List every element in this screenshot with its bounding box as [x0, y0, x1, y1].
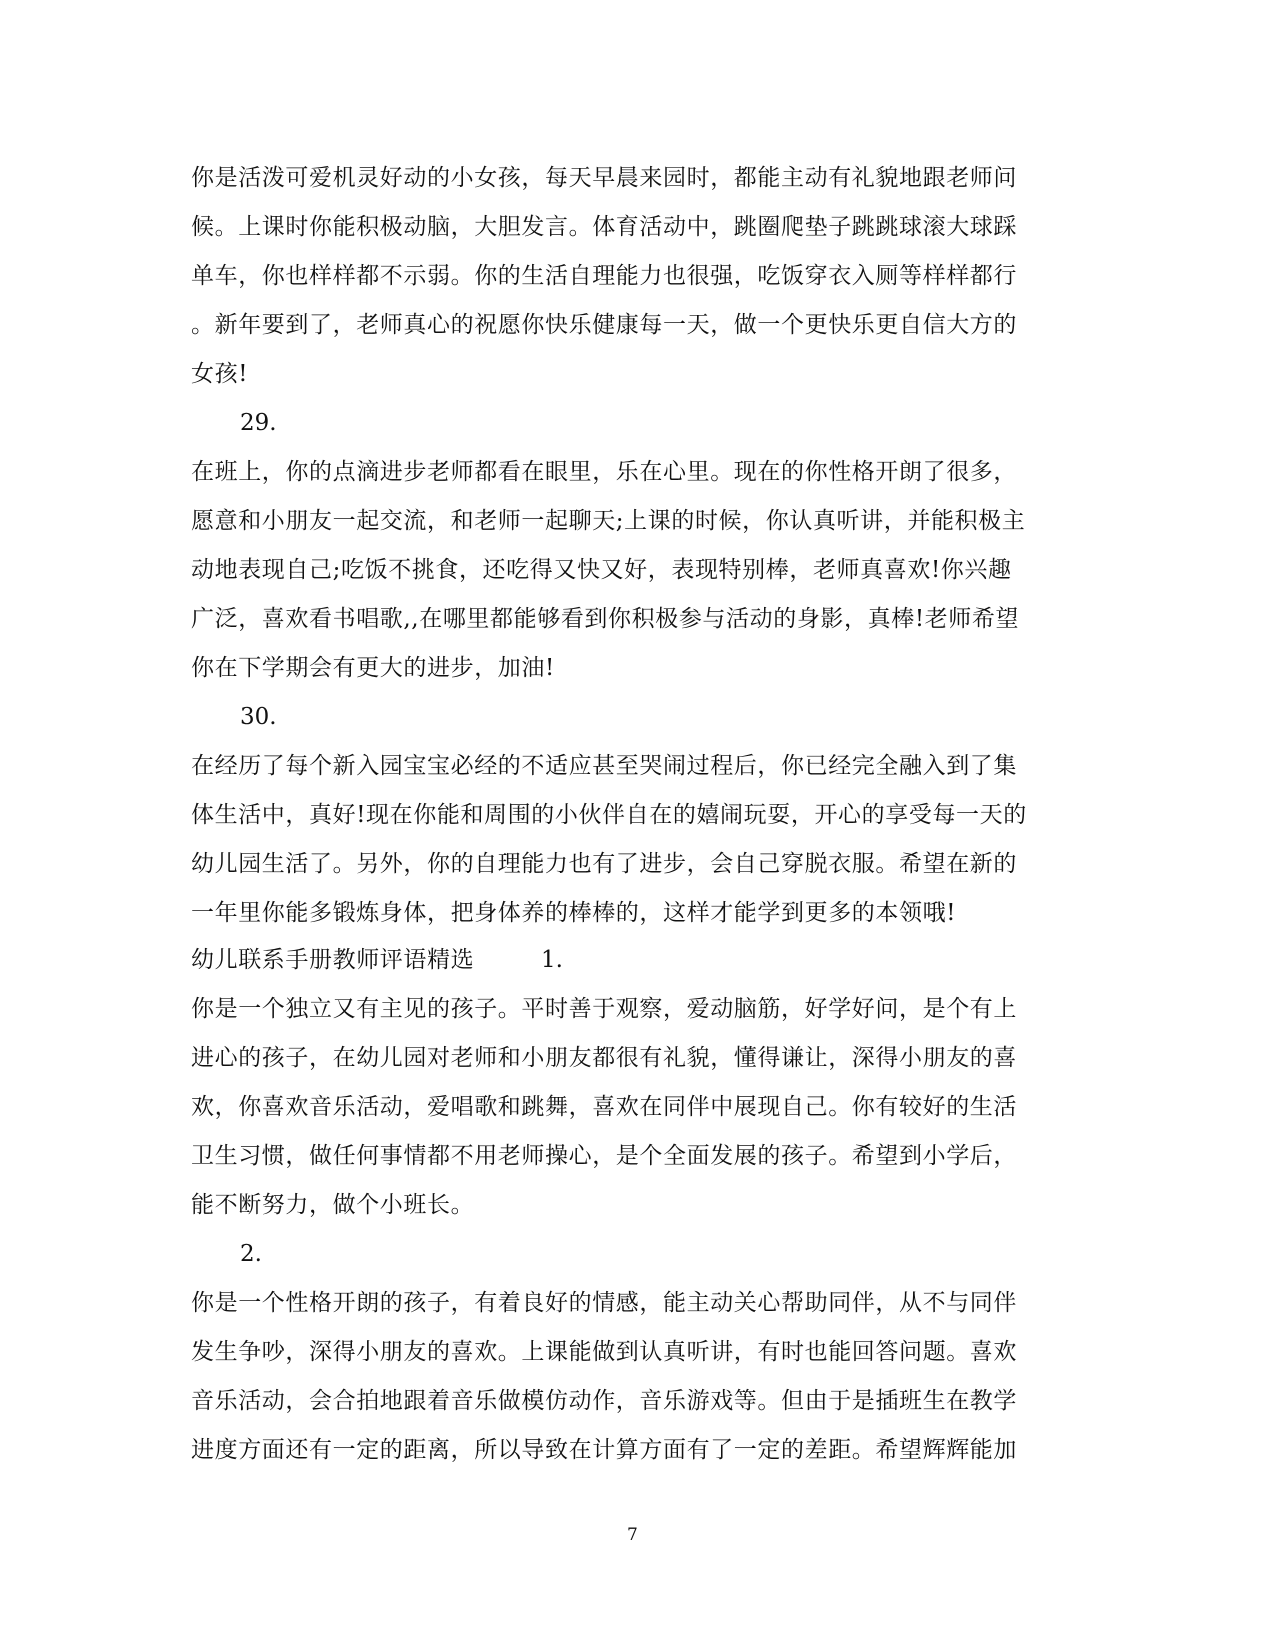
item-number: 29. — [240, 410, 277, 436]
paragraph-line: 体生活中，真好!现在你能和周围的小伙伴自在的嬉闹玩耍，开心的享受每一天的 — [191, 802, 1027, 828]
item-number: 2. — [240, 1241, 262, 1267]
paragraph-line: 能不断努力，做个小班长。 — [191, 1192, 475, 1218]
paragraph-line: 你是一个独立又有主见的孩子。平时善于观察，爱动脑筋，好学好问，是个有上 — [191, 996, 1017, 1022]
item-number: 30. — [240, 704, 277, 730]
paragraph-line: 发生争吵，深得小朋友的喜欢。上课能做到认真听讲，有时也能回答问题。喜欢 — [191, 1339, 1017, 1365]
paragraph-line: 幼儿园生活了。另外，你的自理能力也有了进步，会自己穿脱衣服。希望在新的 — [191, 851, 1017, 877]
paragraph-line: 你在下学期会有更大的进步，加油! — [191, 655, 555, 681]
paragraph-line: 广泛，喜欢看书唱歌,,在哪里都能够看到你积极参与活动的身影，真棒!老师希望 — [191, 606, 1020, 632]
paragraph-line: 你是一个性格开朗的孩子，有着良好的情感，能主动关心帮助同伴，从不与同伴 — [191, 1290, 1017, 1316]
paragraph-line: 进度方面还有一定的距离，所以导致在计算方面有了一定的差距。希望辉辉能加 — [191, 1437, 1017, 1463]
paragraph-line: 在经历了每个新入园宝宝必经的不适应甚至哭闹过程后，你已经完全融入到了集 — [191, 753, 1017, 779]
paragraph-line: 进心的孩子，在幼儿园对老师和小朋友都很有礼貌，懂得谦让，深得小朋友的喜 — [191, 1045, 1017, 1071]
paragraph-line: 单车，你也样样都不示弱。你的生活自理能力也很强，吃饭穿衣入厕等样样都行 — [191, 263, 1017, 289]
paragraph-line: 卫生习惯，做任何事情都不用老师操心，是个全面发展的孩子。希望到小学后， — [191, 1143, 1017, 1169]
paragraph-line: 音乐活动，会合拍地跟着音乐做模仿动作，音乐游戏等。但由于是插班生在教学 — [191, 1388, 1017, 1414]
paragraph-line: 你是活泼可爱机灵好动的小女孩，每天早晨来园时，都能主动有礼貌地跟老师问 — [191, 165, 1017, 191]
paragraph-line: 女孩! — [191, 361, 249, 387]
paragraph-line: 动地表现自己;吃饭不挑食，还吃得又快又好，表现特别棒，老师真喜欢!你兴趣 — [191, 557, 1012, 583]
paragraph-line: 在班上，你的点滴进步老师都看在眼里，乐在心里。现在的你性格开朗了很多， — [191, 459, 1017, 485]
item-number: 1. — [541, 947, 563, 973]
paragraph-line: 。新年要到了，老师真心的祝愿你快乐健康每一天，做一个更快乐更自信大方的 — [191, 312, 1017, 338]
page-number: 7 — [627, 1525, 638, 1545]
section-heading: 幼儿联系手册教师评语精选 — [191, 947, 475, 973]
paragraph-line: 愿意和小朋友一起交流，和老师一起聊天;上课的时候，你认真听讲，并能积极主 — [191, 508, 1026, 534]
paragraph-line: 一年里你能多锻炼身体，把身体养的棒棒的，这样才能学到更多的本领哦! — [191, 900, 957, 926]
paragraph-line: 欢，你喜欢音乐活动，爱唱歌和跳舞，喜欢在同伴中展现自己。你有较好的生活 — [191, 1094, 1017, 1120]
paragraph-line: 候。上课时你能积极动脑，大胆发言。体育活动中，跳圈爬垫子跳跳球滚大球踩 — [191, 214, 1017, 240]
